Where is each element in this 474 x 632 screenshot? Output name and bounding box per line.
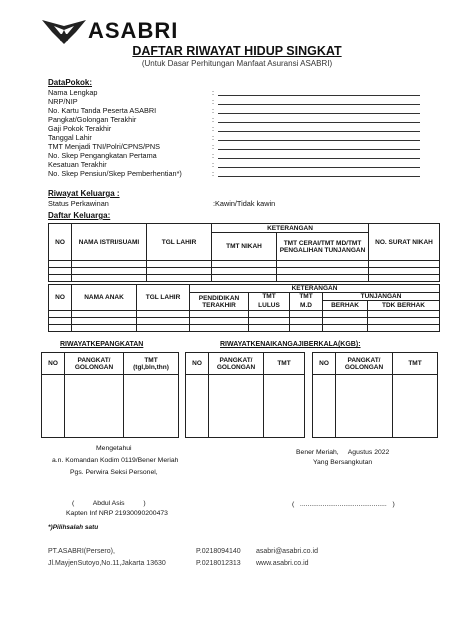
tmt-label: TMT bbox=[144, 356, 158, 364]
children-table bbox=[48, 284, 440, 332]
datapokok-field-colon: : bbox=[212, 88, 215, 97]
col-tmt-cerai: TMT CERAI/TMT MD/TMT PENGALIHAN TUNJANGAN bbox=[277, 233, 369, 261]
datapokok-field-colon: : bbox=[212, 160, 215, 169]
datapokok-field-label: Kesatuan Terakhir bbox=[48, 160, 107, 169]
status-perkawinan-value: :Kawin/Tidak kawin bbox=[213, 199, 276, 208]
datapokok-field-input-line[interactable] bbox=[218, 167, 420, 168]
datapokok-field-label: Nama Lengkap bbox=[48, 88, 98, 97]
col-tmt bbox=[124, 353, 179, 375]
page-subtitle: (Untuk Dasar Perhitungan Manfaat Asuransi ASABRI) bbox=[141, 59, 333, 68]
sign-left-nrp: Kapten Inf NRP 21930090200473 bbox=[66, 510, 168, 517]
col-pangkat: PANGKAT/ GOLONGAN bbox=[336, 353, 393, 375]
datapokok-field-input-line[interactable] bbox=[218, 95, 420, 96]
footer-email: asabri@asabri.co.id bbox=[256, 548, 318, 555]
col-tgl-lahir: TGL LAHIR bbox=[147, 224, 212, 261]
datapokok-field-label: Gaji Pokok Terakhir bbox=[48, 124, 112, 133]
sign-right-place-date: Bener Meriah, Agustus 2022 bbox=[296, 449, 390, 456]
datapokok-field-label: No. Kartu Tanda Peserta ASABRI bbox=[48, 106, 157, 115]
family-table bbox=[48, 223, 440, 282]
col-pangkat: PANGKAT/ GOLONGAN bbox=[65, 353, 124, 375]
datapokok-field-input-line[interactable] bbox=[218, 131, 420, 132]
datapokok-field-label: No. Skep Pensiun/Skep Pemberhentian*) bbox=[48, 169, 182, 178]
datapokok-field-input-line[interactable] bbox=[218, 113, 420, 114]
datapokok-field-label: Tanggal Lahir bbox=[48, 133, 92, 142]
col-tmt-md-b: M.D bbox=[290, 301, 323, 311]
daftar-keluarga-heading: Daftar Keluarga: bbox=[48, 211, 111, 220]
col-no: NO bbox=[49, 285, 72, 311]
table-row bbox=[49, 325, 440, 332]
riwayat-keluarga-heading: Riwayat Keluarga : bbox=[48, 189, 120, 198]
status-perkawinan-label: Status Perkawinan bbox=[48, 199, 109, 208]
footer-phone: P.0218094140 bbox=[196, 548, 241, 555]
table-row bbox=[49, 318, 440, 325]
datapokok-field-input-line[interactable] bbox=[218, 149, 420, 150]
datapokok-field-colon: : bbox=[212, 115, 215, 124]
logo-text: ASABRI bbox=[88, 18, 179, 43]
col-tmt-lulus-a: TMT bbox=[249, 293, 290, 301]
note-pilih: *)Pilihsalah satu bbox=[48, 524, 99, 531]
col-tmt-nikah: TMT NIKAH bbox=[212, 233, 277, 261]
col-pangkat: PANGKAT/ GOLONGAN bbox=[209, 353, 264, 375]
datapokok-field-input-line[interactable] bbox=[218, 104, 420, 105]
datapokok-field-colon: : bbox=[212, 124, 215, 133]
footer-fax: P.0218012313 bbox=[196, 560, 241, 567]
datapokok-field-input-line[interactable] bbox=[218, 158, 420, 159]
kepangkatan-table bbox=[41, 352, 179, 438]
footer-address: Jl.MayjenSutoyo,No.11,Jakarta 13630 bbox=[48, 560, 166, 567]
table-row bbox=[49, 275, 440, 282]
datapokok-field-colon: : bbox=[212, 133, 215, 142]
sign-left-line2: a.n. Komandan Kodim 0119/Bener Meriah bbox=[52, 457, 179, 464]
col-no: NO bbox=[49, 224, 72, 261]
sign-left-line3: Pgs. Perwira Seksi Personel, bbox=[70, 469, 158, 476]
datapokok-field-label: No. Skep Pengangkatan Pertama bbox=[48, 151, 157, 160]
col-pendidikan: PENDIDIKAN TERAKHIR bbox=[190, 293, 249, 311]
col-nama-istri: NAMA ISTRI/SUAMI bbox=[72, 224, 147, 261]
datapokok-heading: DataPokok: bbox=[48, 78, 93, 87]
datapokok-field-input-line[interactable] bbox=[218, 122, 420, 123]
col-tunjangan: TUNJANGAN bbox=[323, 293, 440, 301]
col-no-surat: NO. SURAT NIKAH bbox=[369, 224, 440, 261]
table-row bbox=[42, 375, 179, 438]
datapokok-field-input-line[interactable] bbox=[218, 176, 420, 177]
col-tmt: TMT bbox=[264, 353, 305, 375]
kepangkatan-heading: RIWAYATKEPANGKATAN bbox=[60, 341, 144, 348]
datapokok-field-input-line[interactable] bbox=[218, 140, 420, 141]
col-berhak: BERHAK bbox=[323, 301, 368, 311]
datapokok-field-colon: : bbox=[212, 169, 215, 178]
col-no: NO bbox=[186, 353, 209, 375]
sign-left-line1: Mengetahui bbox=[96, 445, 132, 452]
col-no: NO bbox=[42, 353, 65, 375]
col-tmt: TMT bbox=[393, 353, 438, 375]
sign-left-name: ( Abdul Asis ) bbox=[72, 500, 146, 507]
footer-company: PT.ASABRI(Persero), bbox=[48, 548, 115, 555]
col-tmt-lulus-b: LULUS bbox=[249, 301, 290, 311]
datapokok-field-label: Pangkat/Golongan Terakhir bbox=[48, 115, 137, 124]
table-row bbox=[49, 261, 440, 268]
datapokok-field-label: NRP/NIP bbox=[48, 97, 78, 106]
datapokok-field-colon: : bbox=[212, 97, 215, 106]
table-row bbox=[313, 375, 438, 438]
col-nama-anak: NAMA ANAK bbox=[72, 285, 137, 311]
kgb-table-1 bbox=[185, 352, 305, 438]
sign-right-line2: Yang Bersangkutan bbox=[313, 459, 373, 466]
col-no: NO bbox=[313, 353, 336, 375]
table-row bbox=[49, 268, 440, 275]
tmt-sub-label: (tgl,bln,thn) bbox=[133, 363, 169, 371]
kgb-heading: RIWAYATKENAIKANGAJIBERKALA(KGB): bbox=[220, 341, 361, 348]
datapokok-field-colon: : bbox=[212, 106, 215, 115]
datapokok-field-colon: : bbox=[212, 142, 215, 151]
kgb-table-2 bbox=[312, 352, 438, 438]
col-tdk-berhak: TDK BERHAK bbox=[368, 301, 440, 311]
table-row bbox=[186, 375, 305, 438]
table-row bbox=[49, 311, 440, 318]
col-tmt-md-a: TMT bbox=[290, 293, 323, 301]
col-keterangan: KETERANGAN bbox=[190, 285, 440, 293]
col-tgl-lahir: TGL LAHIR bbox=[137, 285, 190, 311]
datapokok-field-label: TMT Menjadi TNI/Polri/CPNS/PNS bbox=[48, 142, 161, 151]
sign-right-name: ( .............................................. ) bbox=[292, 501, 395, 508]
page-title: DAFTAR RIWAYAT HIDUP SINGKAT bbox=[132, 44, 342, 58]
col-keterangan: KETERANGAN bbox=[212, 224, 369, 233]
datapokok-field-colon: : bbox=[212, 151, 215, 160]
footer-website: www.asabri.co.id bbox=[256, 560, 309, 567]
